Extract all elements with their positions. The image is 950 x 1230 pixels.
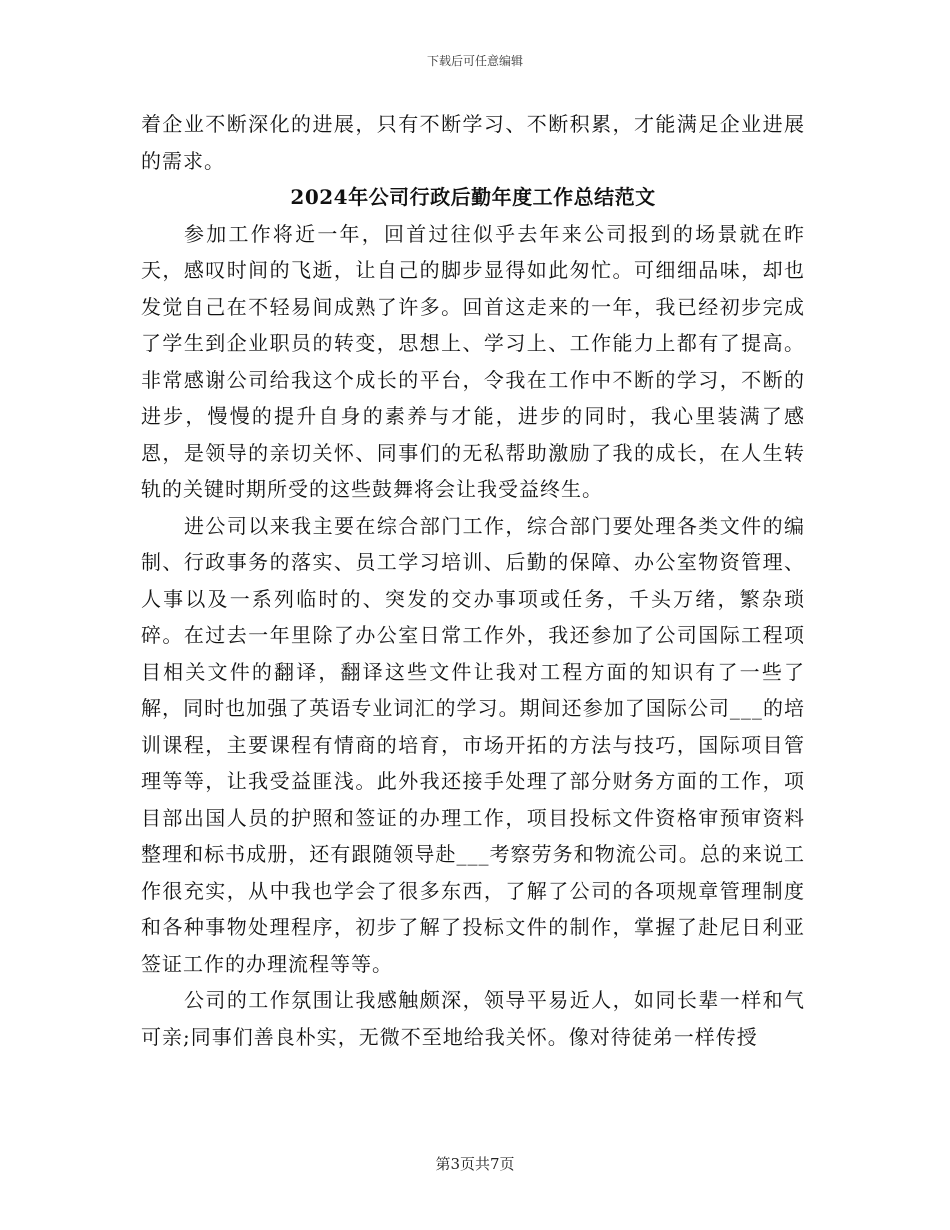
intro-fragment-paragraph: 着企业不断深化的进展，只有不断学习、不断积累，才能满足企业进展的需求。 — [141, 112, 805, 173]
body-paragraph-1: 参加工作将近一年，回首过往似乎去年来公司报到的场景就在昨天，感叹时间的飞逝，让自己的脚步显得如此匆忙。可细细品味，却也发觉自己在不轻易间成熟了许多。回首这走来的一年，我已经初步完成了学生到企业职员的转变，思想上、学习上、工作能力上都有了提高。非常感谢公司给我这个成长的平台，令我在工作中不断的学习，不断的进步，慢慢的提升自身的素养与才能，进步的同时，我心里装满了感恩，是领导的亲切关怀、同事们的无私帮助激励了我的成长，在人生转轨的关键时期所受的这些鼓舞将会让我受益终生。 — [141, 221, 805, 501]
body-paragraph-2: 进公司以来我主要在综合部门工作，综合部门要处理各类文件的编制、行政事务的落实、员工学习培训、后勤的保障、办公室物资管理、人事以及一系列临时的、突发的交办事项或任务，千头万绪，繁杂琐碎。在过去一年里除了办公室日常工作外，我还参加了公司国际工程项目相关文件的翻译，翻译这些文件让我对工程方面的知识有了一些了解，同时也加强了英语专业词汇的学习。期间还参加了国际公司___的培训课程，主要课程有情商的培育，市场开拓的方法与技巧，国际项目管理等等，让我受益匪浅。此外我还接手处理了部分财务方面的工作，项目部出国人员的护照和签证的办理工作，项目投标文件资格审预审资料整理和标书成册，还有跟随领导赴___考察劳务和物流公司。总的来说工作很充实，从中我也学会了很多东西，了解了公司的各项规章管理制度和各种事物处理程序，初步了解了投标文件的制作，掌握了赴尼日利亚签证工作的办理流程等等。 — [141, 513, 805, 976]
document-body — [141, 106, 805, 1055]
page-header: 下载后可任意编辑 — [426, 54, 523, 68]
document-title: 2024年公司行政后勤年度工作总结范文 — [290, 185, 656, 209]
body-paragraph-3: 公司的工作氛围让我感触颇深，领导平易近人，如同长辈一样和气可亲;同事们善良朴实，无微不至地给我关怀。像对待徒弟一样传授 — [141, 988, 805, 1049]
page-footer: 第3页共7页 — [435, 1155, 515, 1173]
